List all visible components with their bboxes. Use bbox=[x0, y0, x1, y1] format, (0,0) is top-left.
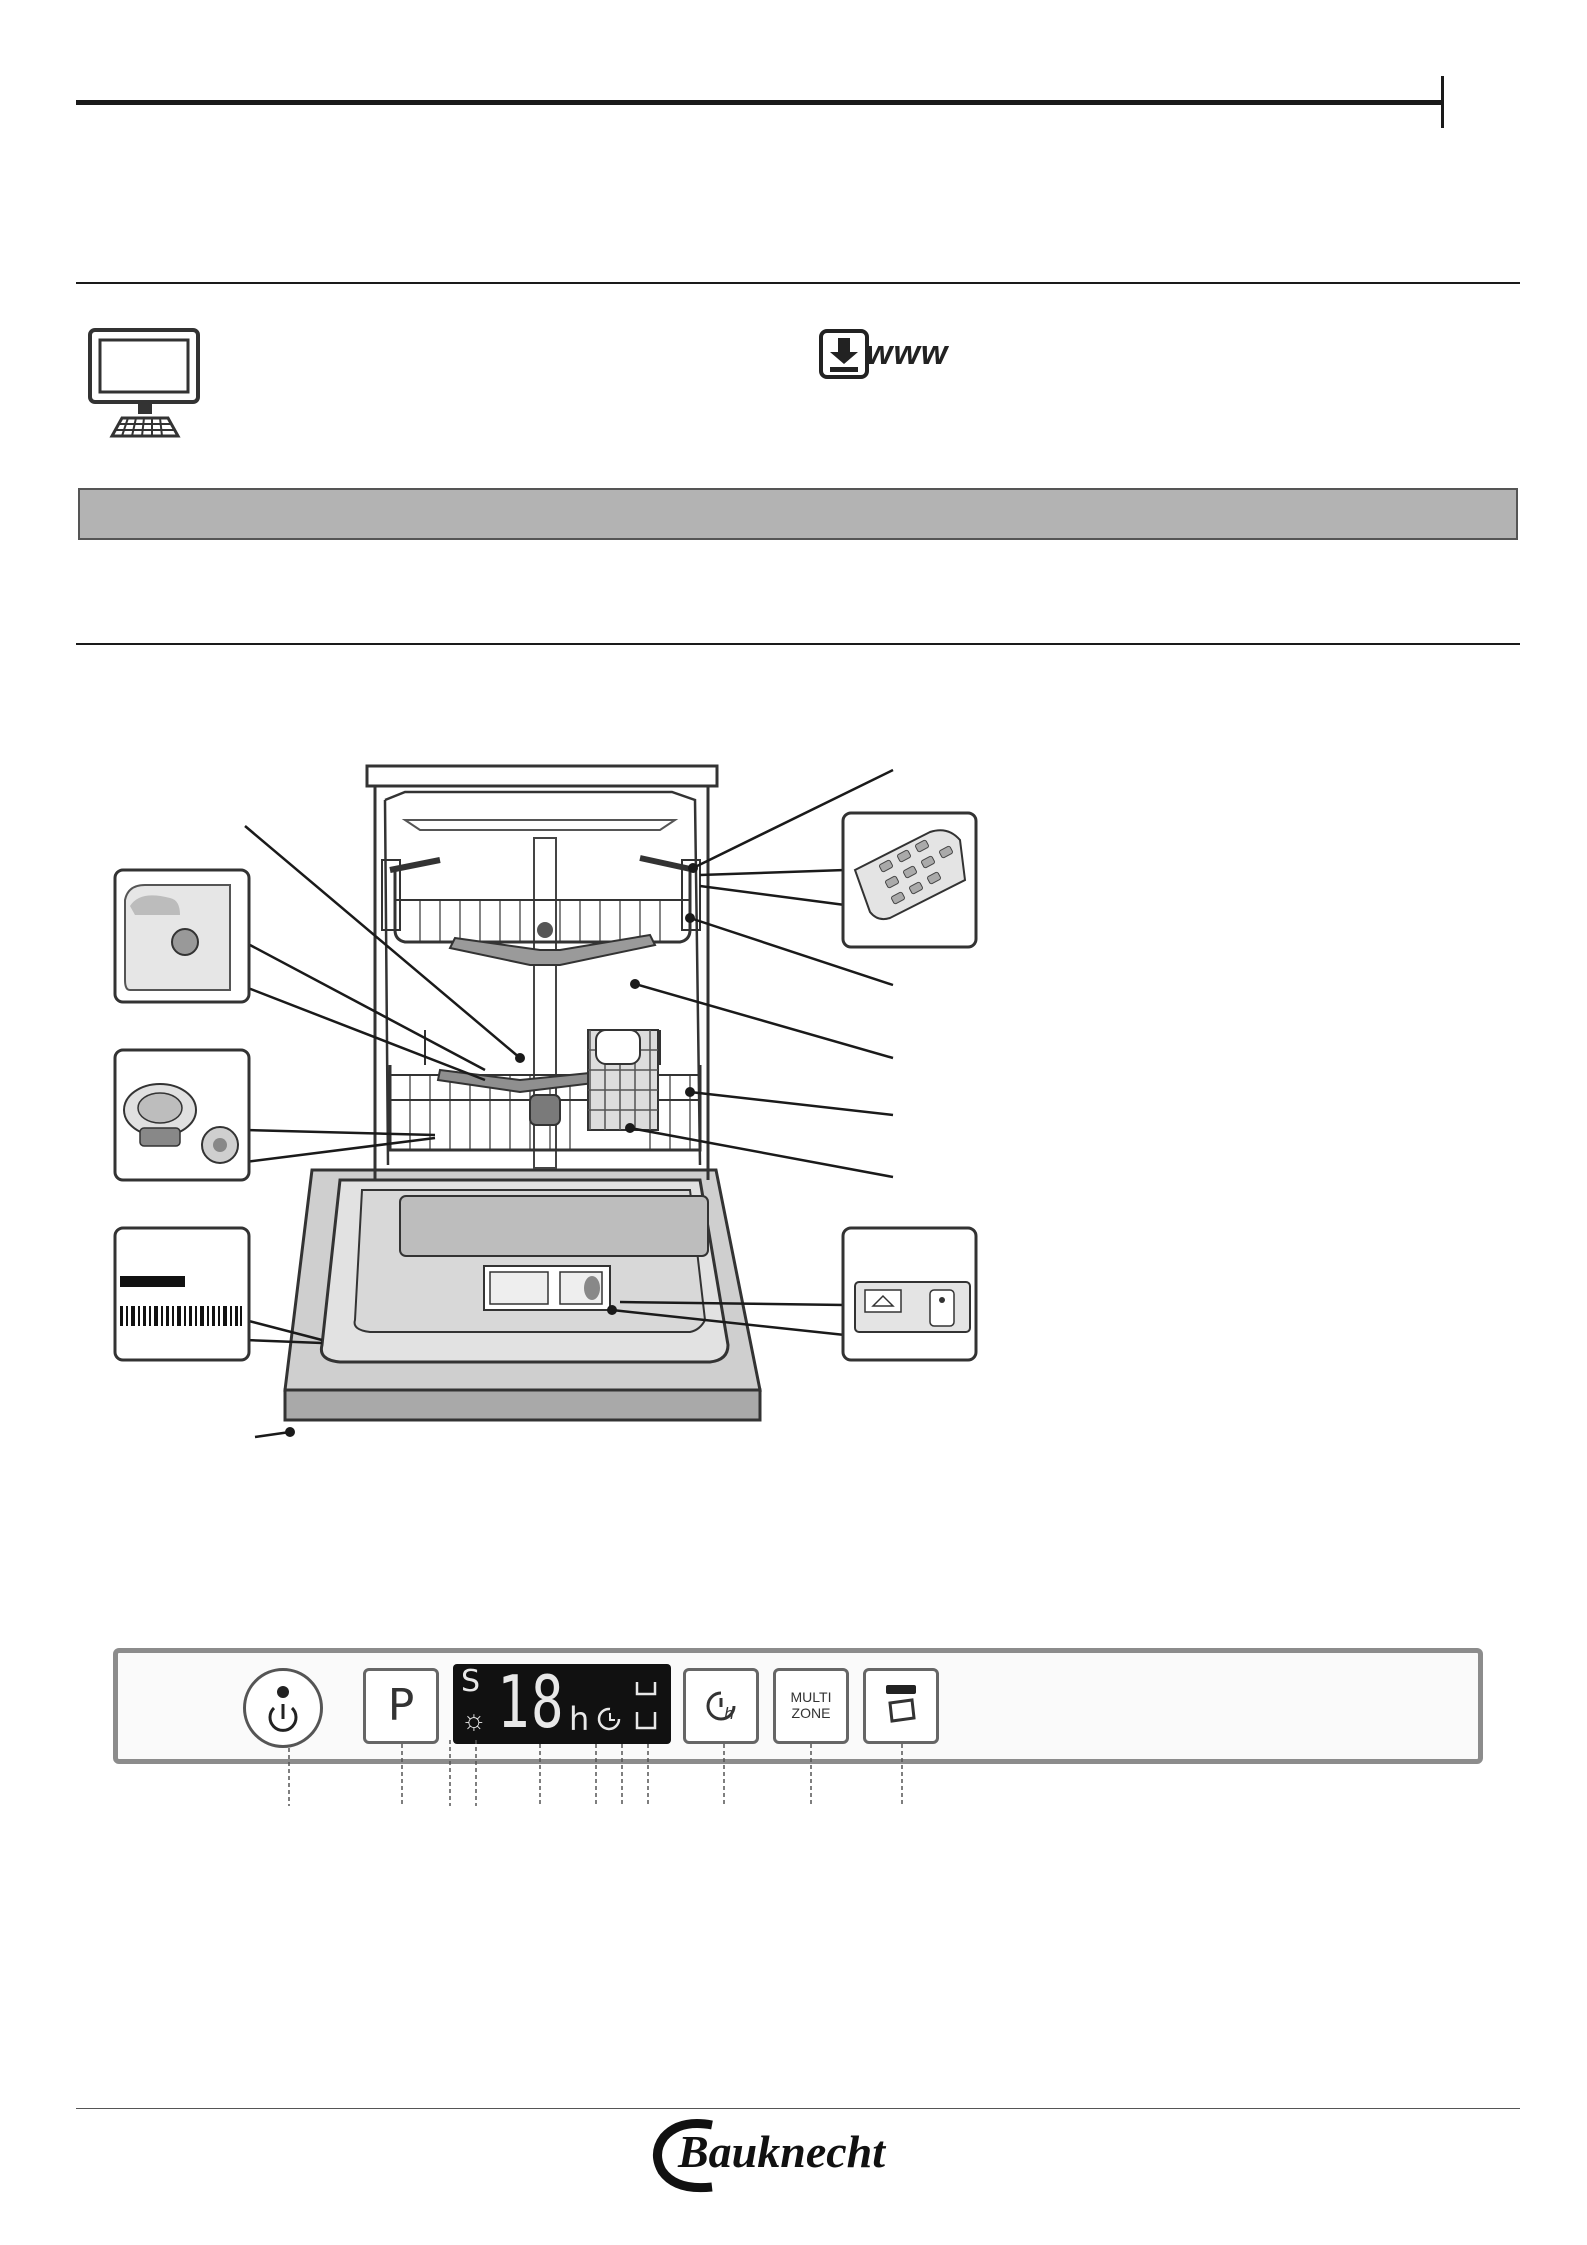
cutlery-basket bbox=[588, 1030, 658, 1130]
salt-indicator: S bbox=[461, 1664, 481, 1699]
control-panel bbox=[110, 1636, 1488, 1806]
download-icon bbox=[818, 328, 870, 380]
header-rule-tick bbox=[1441, 76, 1444, 128]
footer-rule bbox=[76, 2108, 1520, 2109]
dishwasher-diagram bbox=[100, 750, 980, 1450]
www-text: www bbox=[866, 334, 949, 372]
callout-detergent-dispenser bbox=[843, 1228, 976, 1360]
callout-cutlery-tray bbox=[843, 813, 976, 947]
callout-filter bbox=[115, 1050, 249, 1180]
callout-salt-reservoir bbox=[115, 870, 249, 1002]
download-www-icon bbox=[818, 328, 948, 380]
svg-text:Bauknecht: Bauknecht bbox=[678, 2126, 886, 2177]
program-button-label: P bbox=[387, 1680, 415, 1731]
rinse-aid-icon: ☼ bbox=[461, 1704, 487, 1735]
svg-text:h: h bbox=[724, 1704, 735, 1723]
section-title-bar bbox=[78, 488, 1518, 540]
multizone-label-line2: ZONE bbox=[791, 1705, 831, 1721]
display-hours-unit: h bbox=[569, 1700, 590, 1738]
multizone-label-line1: MULTI bbox=[790, 1689, 832, 1705]
monitor-icon bbox=[86, 326, 206, 442]
section-divider bbox=[76, 643, 1520, 645]
callout-rating-plate bbox=[115, 1228, 249, 1360]
door bbox=[285, 1170, 760, 1420]
display-digits: 18 bbox=[497, 1660, 566, 1744]
indicator-lines bbox=[110, 1636, 1488, 1806]
header-rule bbox=[76, 100, 1444, 105]
brand-logo bbox=[650, 2115, 940, 2195]
lower-spray-arm bbox=[438, 1070, 602, 1125]
section-divider bbox=[76, 282, 1520, 284]
